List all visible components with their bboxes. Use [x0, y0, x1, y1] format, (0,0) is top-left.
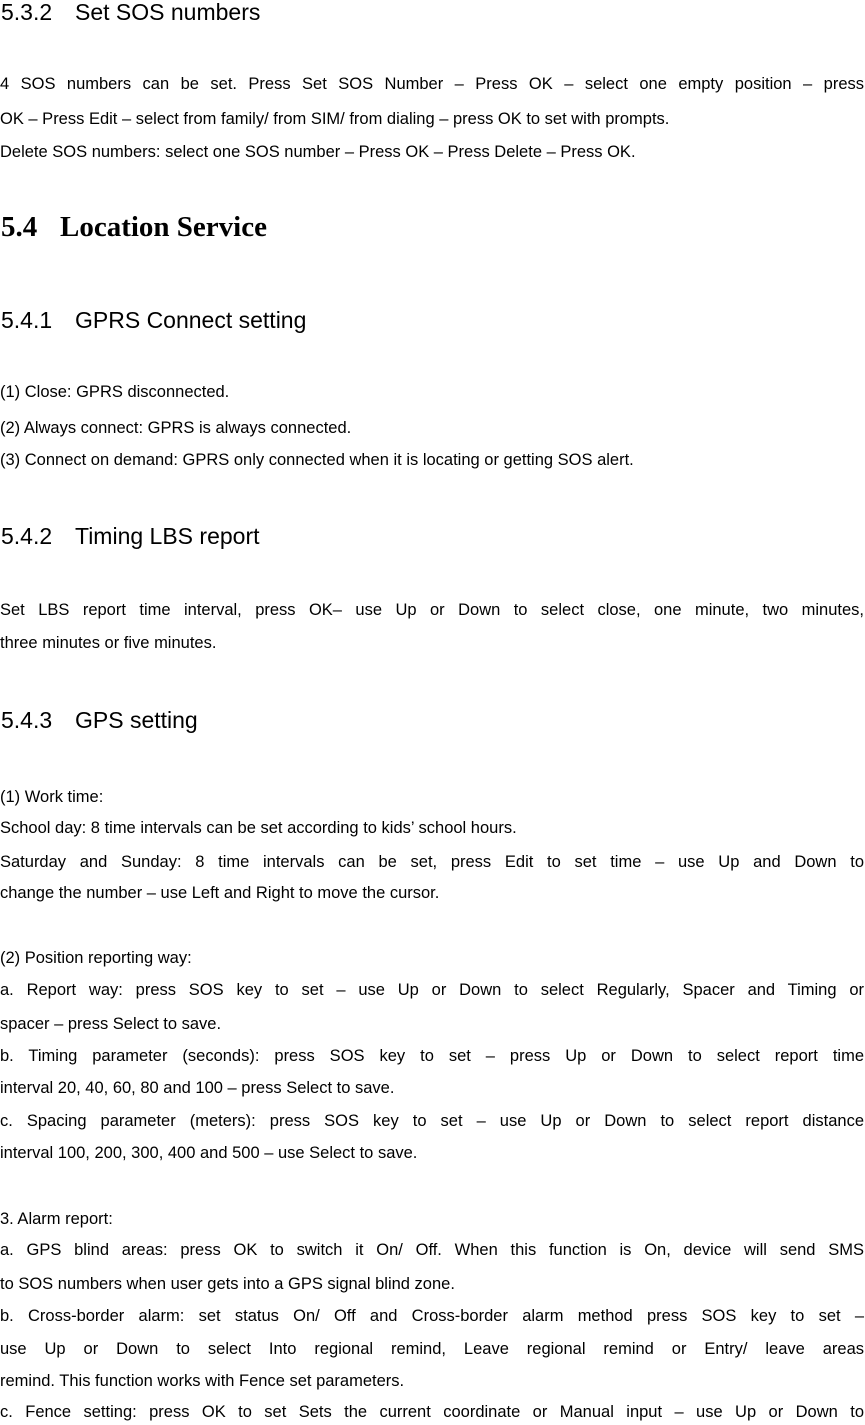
paragraph-line: a. GPS blind areas: press OK to switch it On/ Off. When this function is On, device will send SMS	[0, 1241, 864, 1259]
paragraph-line: three minutes or five minutes.	[0, 634, 217, 652]
paragraph-line: change the number – use Left and Right to move the cursor.	[0, 884, 440, 902]
heading-5-4-2	[1, 521, 260, 551]
paragraph-line: interval 100, 200, 300, 400 and 500 – use Select to save.	[0, 1144, 418, 1162]
paragraph-line: (2) Position reporting way:	[0, 949, 192, 967]
section-number: 5.4.1	[1, 307, 53, 333]
section-number: 5.4	[1, 211, 38, 243]
heading-5-4-3	[1, 705, 198, 735]
section-number: 5.4.3	[1, 707, 53, 733]
paragraph-line: School day: 8 time intervals can be set according to kids’ school hours.	[0, 819, 517, 837]
paragraph-line: Delete SOS numbers: select one SOS number – Press OK – Press Delete – Press OK.	[0, 143, 636, 161]
section-title: Location Service	[60, 211, 267, 243]
paragraph-line: Saturday and Sunday: 8 time intervals can be set, press Edit to set time – use Up and Down to	[0, 853, 864, 871]
paragraph-line: b. Timing parameter (seconds): press SOS key to set – press Up or Down to select report time	[0, 1047, 864, 1065]
paragraph-line: 3. Alarm report:	[0, 1210, 113, 1228]
section-title: Timing LBS report	[75, 523, 260, 549]
paragraph-line: (1) Work time:	[0, 788, 104, 806]
paragraph-line: use Up or Down to select Into regional remind, Leave regional remind or Entry/ leave areas	[0, 1340, 864, 1358]
paragraph-line: Set LBS report time interval, press OK– use Up or Down to select close, one minute, two minutes,	[0, 601, 864, 619]
paragraph-line: c. Fence setting: press OK to set Sets the current coordinate or Manual input – use Up or Down to	[0, 1403, 864, 1421]
heading-5-4-1	[1, 305, 306, 335]
paragraph-line: remind. This function works with Fence set parameters.	[0, 1372, 405, 1390]
section-title: GPRS Connect setting	[75, 307, 307, 333]
section-number: 5.4.2	[1, 523, 53, 549]
paragraph-line: OK – Press Edit – select from family/ from SIM/ from dialing – press OK to set with prompts.	[0, 110, 670, 128]
paragraph-line: c. Spacing parameter (meters): press SOS key to set – use Up or Down to select report distance	[0, 1112, 864, 1130]
paragraph-line: (3) Connect on demand: GPRS only connected when it is locating or getting SOS alert.	[0, 451, 634, 469]
paragraph-line: (2) Always connect: GPRS is always connected.	[0, 419, 352, 437]
paragraph-line: interval 20, 40, 60, 80 and 100 – press Select to save.	[0, 1079, 395, 1097]
heading-5-3-2	[1, 0, 260, 27]
section-title: GPS setting	[75, 707, 198, 733]
paragraph-line: b. Cross-border alarm: set status On/ Off and Cross-border alarm method press SOS key to set –	[0, 1307, 864, 1325]
paragraph-line: (1) Close: GPRS disconnected.	[0, 383, 230, 401]
section-title: Set SOS numbers	[75, 0, 261, 25]
section-number: 5.3.2	[1, 0, 53, 25]
paragraph-line: 4 SOS numbers can be set. Press Set SOS Number – Press OK – select one empty position – press	[0, 75, 864, 93]
heading-5-4	[1, 209, 267, 245]
paragraph-line: to SOS numbers when user gets into a GPS signal blind zone.	[0, 1275, 455, 1293]
paragraph-line: spacer – press Select to save.	[0, 1015, 222, 1033]
paragraph-line: a. Report way: press SOS key to set – use Up or Down to select Regularly, Spacer and Timing or	[0, 981, 864, 999]
